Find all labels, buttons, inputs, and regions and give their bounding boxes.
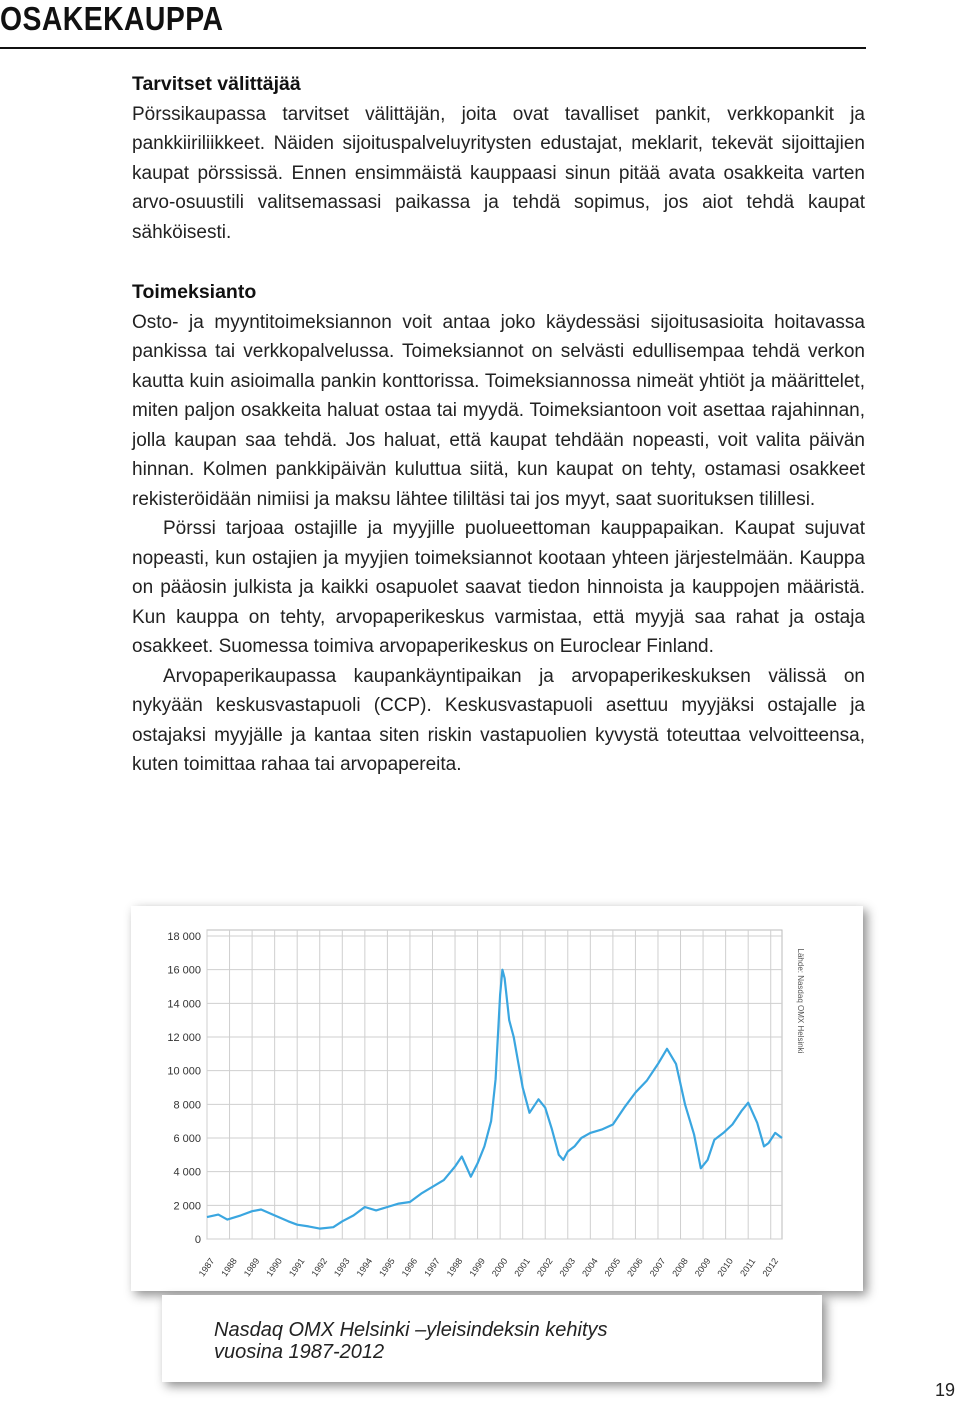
x-tick-label: 2002: [534, 1256, 555, 1279]
section-heading: Tarvitset välittäjää: [132, 73, 301, 95]
x-tick-label: 2000: [489, 1256, 510, 1279]
x-tick-label: 1994: [354, 1256, 375, 1279]
y-tick-label: 6 000: [173, 1133, 201, 1145]
index-line-chart: [131, 906, 863, 1291]
y-tick-label: 14 000: [167, 998, 201, 1011]
y-tick-label: 16 000: [167, 964, 201, 977]
x-tick-label: 1988: [219, 1256, 239, 1279]
x-tick-label: 1997: [422, 1256, 442, 1279]
x-tick-label: 1993: [331, 1256, 352, 1279]
y-tick-label: 12 000: [167, 1032, 201, 1044]
y-tick-label: 18 000: [167, 931, 201, 943]
y-tick-label: 2 000: [173, 1200, 201, 1213]
y-tick-label: 10 000: [167, 1065, 201, 1078]
page-header-title: OSAKEKAUPPA: [0, 0, 224, 37]
x-tick-label: 1991: [286, 1256, 307, 1279]
x-tick-label: 2011: [738, 1256, 758, 1279]
y-tick-label: 0: [194, 1234, 201, 1246]
x-tick-label: 2001: [512, 1256, 533, 1279]
body-paragraph: Pörssikaupassa tarvitset välittäjän, joita ovat tavalliset pankit, verkkopankit ja pankkiiriliikkeet. Näiden sijoituspalveluyritysten edustajat, meklarit, tekevät sijoittajien kaupat pörssissä. Ennen ensimmäistä kauppaasi sinun pitää avata osakkeita varten arvo-osuustili valitsemassasi paikassa ja tehdä sopimus, jos aiot tehdä kaupat sähköisesti.: [132, 103, 865, 243]
y-tick-label: 4 000: [173, 1166, 201, 1179]
x-tick-label: 1992: [309, 1256, 330, 1279]
x-tick-label: 2004: [580, 1256, 600, 1279]
index-chart-card: [131, 906, 863, 1291]
x-tick-label: 2007: [647, 1256, 668, 1279]
x-tick-label: 2009: [692, 1256, 713, 1279]
page-number: 19: [935, 1380, 956, 1400]
chart-caption: [214, 1319, 774, 1363]
body-paragraph: Osto- ja myyntitoimeksiannon voit antaa joko käydessäsi sijoitusasioita hoitavassa pankissa tai verkkopalvelussa. Toimeksiannot on selvästi edullisempaa tehdä verkon kautta kuin asioimalla pankin konttorissa. Toimeksiannossa nimeät yhtiöt ja määrittelet, miten paljon osakkeita haluat ostaa tai myydä. Toimeksiantoon voit asettaa rajahinnan, jolla kaupan saa tehdä. Jos haluat, että kaupat tehdään nopeasti, voit valita päivän hinnan. Kolmen pankkipäivän kuluttua siitä, kun kaupat on tehty, ostamasi osakkeet rekisteröidään nimiisi ja maksu lähtee tililtäsi tai jos myyt, saat suorituksen tilillesi.: [132, 311, 865, 510]
x-tick-label: 2006: [625, 1256, 645, 1279]
source-note: Lähde: Nasdaq OMX Helsinki: [796, 948, 805, 1054]
x-tick-label: 1987: [196, 1256, 217, 1279]
section-orders: [132, 278, 865, 780]
y-tick-label: 8 000: [173, 1099, 201, 1112]
x-tick-label: 2003: [557, 1256, 578, 1279]
caption-line: vuosina 1987-2012: [214, 1341, 385, 1363]
body-paragraph: Arvopaperikaupassa kaupankäyntipaikan ja arvopaperikeskuksen välissä on nykyään keskusvastapuoli (CCP). Keskusvastapuoli asettuu myyjäksi ostajalle ja ostajaksi myyjälle ja kantaa siten riskin vastapuolien kyvystä toteuttaa velvoitteensa, kuten toimittaa rahaa tai arvopapereita.: [132, 665, 865, 775]
section-brokers: [132, 70, 865, 247]
body-paragraph: Pörssi tarjoaa ostajille ja myyjille puolueettoman kauppapaikan. Kaupat sujuvat nopeasti, kun ostajien ja myyjien toimeksiannot kootaan yhteen järjestelmään. Kauppa on pääosin julkista ja kaikki osapuolet saavat tiedon hinnoista ja kauppojen määristä. Kun kauppa on tehty, arvopaperikeskus varmistaa, että myyjä saa rahat ja ostaja osakkeet. Suomessa toimiva arvopaperikeskus on Euroclear Finland.: [132, 518, 865, 657]
x-tick-label: 1998: [444, 1256, 465, 1279]
x-tick-label: 2008: [670, 1256, 690, 1279]
x-tick-label: 2012: [760, 1256, 781, 1279]
x-tick-label: 1995: [377, 1256, 397, 1279]
header-divider: [0, 47, 866, 49]
x-tick-label: 1989: [241, 1256, 262, 1279]
chart-caption-card: [162, 1295, 822, 1382]
x-tick-label: 2010: [715, 1256, 736, 1279]
caption-line: Nasdaq OMX Helsinki –yleisindeksin kehitys: [214, 1319, 608, 1341]
x-tick-label: 1996: [399, 1256, 420, 1279]
x-tick-label: 1999: [467, 1256, 487, 1279]
x-tick-label: 1990: [264, 1256, 285, 1279]
x-tick-label: 2005: [602, 1256, 623, 1279]
section-heading: Toimeksianto: [132, 281, 257, 303]
